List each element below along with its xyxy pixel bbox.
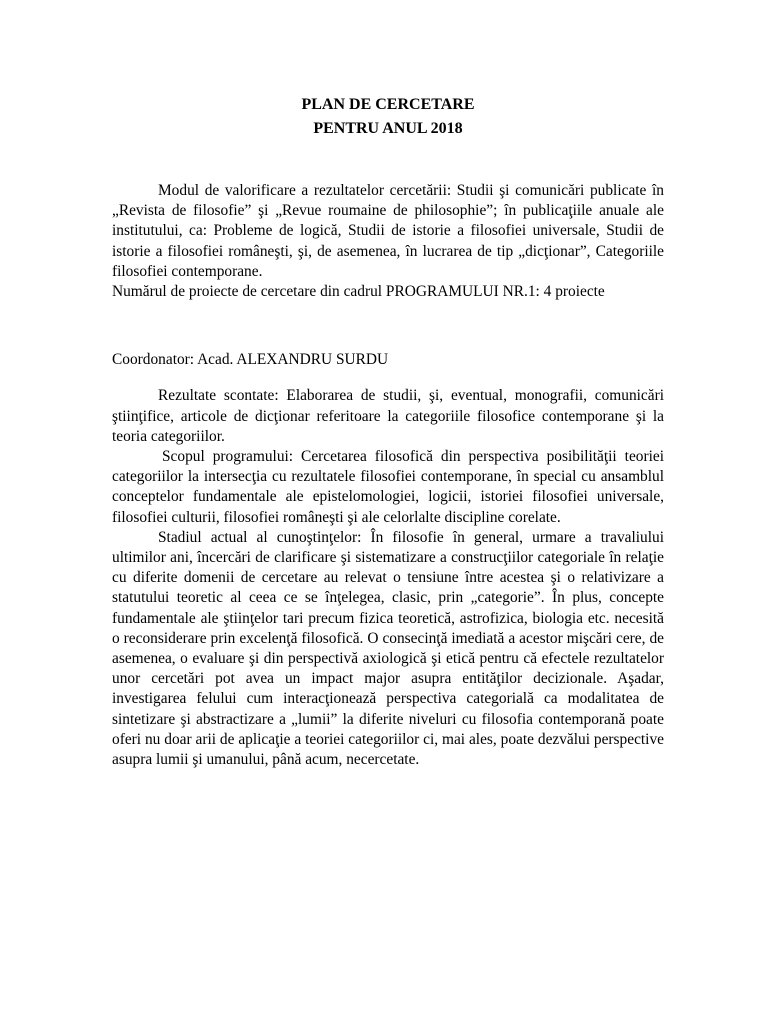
title-line-1: PLAN DE CERCETARE [301, 96, 475, 113]
document-title [112, 93, 664, 141]
paragraph-numar-proiecte: Numărul de proiecte de cercetare din cadrul PROGRAMULUI NR.1: 4 proiecte [112, 283, 605, 301]
paragraph-stadiul: Stadiul actual al cunoştinţelor: În filosofie în general, urmare a travaliului ultimilor ani, încercări de clarificare şi sistematizare a construcţiilor categoriale în relaţie cu diferite domenii de cercetare au relevat o tensiune între acestea şi o relativizare a statutului teoretic al ceea ce se înţelegea, clasic, prin „categorie”. În plus, concepte fundamentale ale ştiinţelor tari precum fizica teoretică, astrofizica, biologia etc. necesită o reconsiderare prin excelenţă filosofică. O consecinţă imediată a acestor mişcări cere, de asemenea, o evaluare şi din perspectivă axiologică şi etică pentru că efectele rezultatelor unor cercetări pot avea un impact major asupra entităţilor decizionale. Aşadar, investigarea felului cum interacţionează perspectiva categorială ca modalitatea de sintetizare şi abstractizare a „lumii” la diferite niveluri cu filosofia contemporană poate oferi nu doar arii de aplicaţie a teoriei categoriilor ci, mai ales, poate dezvălui perspective asupra lumii şi umanului, până acum, necercetate. [112, 528, 664, 769]
paragraph-valorificare: Modul de valorificare a rezultatelor cercetării: Studii şi comunicări publicate în „Revista de filosofie” şi „Revue roumaine de philosophie”; în publicaţiile anuale ale institutului, ca: Probleme de logică, Studii de istorie a filosofiei universale, Studii de istorie a filosofiei româneşti, şi, de asemenea, în lucrarea de tip „dicţionar”, Categoriile filosofiei contemporane. [112, 182, 664, 280]
paragraph-rezultate: Rezultate scontate: Elaborarea de studii, şi, eventual, monografii, comunicări ştiinţifice, articole de dicţionar referitoare la categoriile filosofice contemporane şi la teoria categoriilor. [112, 387, 664, 445]
document-page [112, 93, 664, 770]
title-line-2: PENTRU ANUL 2018 [313, 120, 463, 137]
paragraph-scopul: Scopul programului: Cercetarea filosofică din perspectiva posibilităţii teoriei categoriilor la intersecţia cu rezultatele filosofiei contemporane, în special cu ansamblul conceptelor fundamentale ale epistelomologiei, logicii, istoriei filosofiei universale, filosofiei culturii, filosofiei româneşti şi ale celorlalte discipline corelate. [112, 448, 664, 526]
coordonator-line: Coordonator: Acad. ALEXANDRU SURDU [112, 351, 389, 369]
